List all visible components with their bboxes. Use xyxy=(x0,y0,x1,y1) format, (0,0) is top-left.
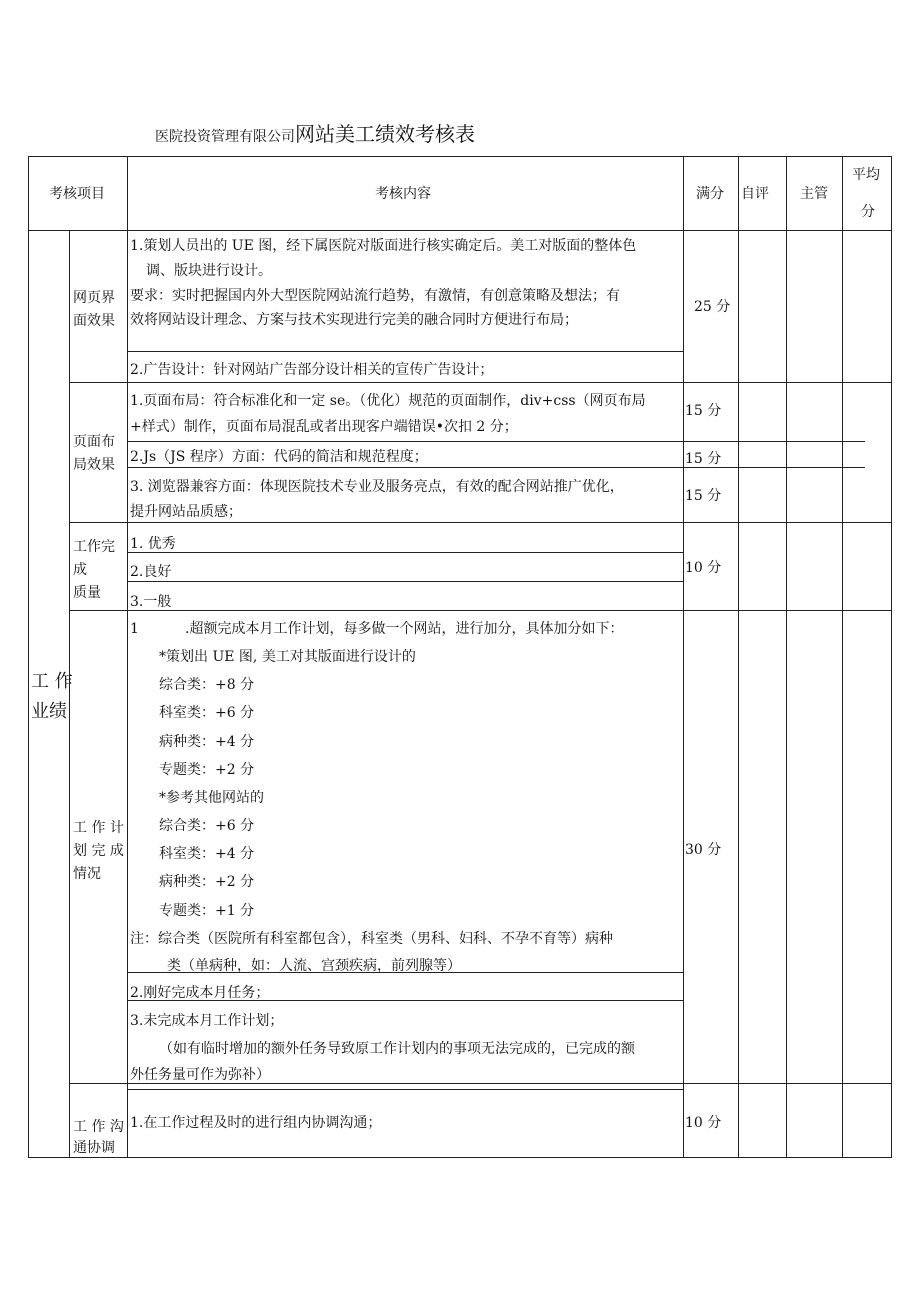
plan-item3-note: （如有临时增加的额外任务导致原工作计划内的事项无法完成的，已完成的额 xyxy=(159,1041,635,1057)
header-bottom xyxy=(28,230,892,231)
plan-item3-note-cont: 外任务量可作为弥补） xyxy=(130,1067,270,1083)
plan-ref-department: 科室类：+4 分 xyxy=(159,846,255,862)
plan-sub-ue: *策划出 UE 图, 美工对其版面进行设计的 xyxy=(159,649,416,665)
comm-score: 10 分 xyxy=(685,1115,722,1131)
company-name: 医院投资管理有限公司 xyxy=(155,129,295,145)
subrow-divider xyxy=(127,441,865,442)
section-name-quality-2: 成 xyxy=(73,562,87,578)
row-divider xyxy=(69,522,892,523)
section-name-plan-3: 情况 xyxy=(73,866,101,882)
header-item: 考核项目 xyxy=(49,186,105,202)
table-border-top xyxy=(28,156,892,157)
layout-item3-cont: 提升网站品质感； xyxy=(130,504,242,520)
plan-ue-topic: 专题类：+2 分 xyxy=(159,762,255,778)
plan-ref-disease: 病种类：+2 分 xyxy=(159,874,255,890)
row-divider xyxy=(69,382,892,383)
plan-sub-reference: *参考其他网站的 xyxy=(159,790,264,806)
col-divider-content xyxy=(127,156,128,1158)
subrow-divider xyxy=(127,351,683,352)
quality-option-excellent: 1. 优秀 xyxy=(130,536,176,552)
plan-ue-comprehensive: 综合类：+8 分 xyxy=(159,677,255,693)
ui-item1-cont: 调、版块进行设计。 xyxy=(146,263,272,279)
section-name-comm: 工 作 沟 xyxy=(73,1119,124,1135)
table-border-bottom xyxy=(28,1157,892,1158)
section-name-layout: 页面布 xyxy=(73,434,115,450)
section-name-quality-3: 质量 xyxy=(73,585,101,601)
header-self-eval: 自评 xyxy=(741,186,769,202)
category-label: 工 作 xyxy=(31,671,73,692)
row-divider xyxy=(69,610,892,611)
ui-score: 25 分 xyxy=(694,299,731,315)
section-name-layout-2: 局效果 xyxy=(73,457,115,473)
quality-score: 10 分 xyxy=(685,560,722,576)
layout-item1: 1.页面布局：符合标准化和一定 se。（优化）规范的页面制作，div+css（网页布局 xyxy=(130,393,646,409)
header-average: 平均 xyxy=(852,167,880,183)
layout-item1-cont: +样式）制作，页面布局混乱或者出现客户端错误•次扣 2 分； xyxy=(130,419,518,435)
section-name-ui-2: 面效果 xyxy=(73,313,115,329)
header-full-score: 满分 xyxy=(696,186,724,202)
col-divider-manager xyxy=(786,156,787,1158)
header-average-2: 分 xyxy=(861,204,875,220)
plan-item1-number: 1 xyxy=(130,621,139,637)
plan-item2: 2.刚好完成本月任务； xyxy=(130,985,270,1001)
col-divider-avg xyxy=(842,156,843,1158)
form-title: 网站美工绩效考核表 xyxy=(295,122,475,146)
section-name-ui: 网页界 xyxy=(73,290,115,306)
ui-requirement-cont: 效将网站设计理念、方案与技术实现进行完美的融合同时方便进行布局； xyxy=(130,312,578,328)
ui-item2: 2.广告设计：针对网站广告部分设计相关的宣传广告设计； xyxy=(130,362,494,378)
table-border-right xyxy=(891,156,892,1158)
layout-score-1: 15 分 xyxy=(685,403,722,419)
plan-ue-disease: 病种类：+4 分 xyxy=(159,734,255,750)
ui-item1: 1.策划人员出的 UE 图，经下属医院对版面进行核实确定后。美工对版面的整体色 xyxy=(130,238,637,254)
section-name-comm-2: 通协调 xyxy=(73,1140,115,1156)
subrow-divider xyxy=(127,552,683,553)
col-divider-full xyxy=(683,156,684,1158)
layout-score-2: 15 分 xyxy=(685,451,722,467)
layout-score-3: 15 分 xyxy=(685,488,722,504)
col-divider-subitem xyxy=(69,230,70,1158)
subrow-divider xyxy=(127,1089,683,1090)
plan-ue-department: 科室类：+6 分 xyxy=(159,705,255,721)
section-name-plan: 工 作 计 xyxy=(73,820,124,836)
plan-note-cont: 类（单病种，如：人流、宫颈疾病，前列腺等） xyxy=(167,958,461,974)
quality-option-average: 3.一般 xyxy=(130,594,172,610)
plan-item1: .超额完成本月工作计划，每多做一个网站，进行加分，具体加分如下： xyxy=(185,621,624,637)
layout-item2: 2.Js（JS 程序）方面：代码的简洁和规范程度； xyxy=(130,449,428,465)
section-name-quality: 工作完 xyxy=(73,539,115,555)
plan-item3: 3.未完成本月工作计划； xyxy=(130,1013,284,1029)
plan-ref-topic: 专题类：+1 分 xyxy=(159,903,255,919)
header-content: 考核内容 xyxy=(375,186,431,202)
quality-option-good: 2.良好 xyxy=(130,564,172,580)
ui-requirement: 要求：实时把握国内外大型医院网站流行趋势，有激情，有创意策略及想法；有 xyxy=(130,288,620,304)
header-manager: 主管 xyxy=(800,186,828,202)
category-label-2: 业绩 xyxy=(31,701,67,722)
table-border-left xyxy=(28,156,29,1158)
layout-item3: 3. 浏览器兼容方面：体现医院技术专业及服务亮点，有效的配合网站推广优化， xyxy=(130,479,624,495)
plan-note: 注：综合类（医院所有科室都包含），科室类（男科、妇科、不孕不育等）病种 xyxy=(130,931,613,947)
subrow-divider xyxy=(127,467,865,468)
plan-ref-comprehensive: 综合类：+6 分 xyxy=(159,818,255,834)
subrow-divider xyxy=(127,581,683,582)
comm-item1: 1.在工作过程及时的进行组内协调沟通； xyxy=(130,1115,382,1131)
plan-score: 30 分 xyxy=(685,842,722,858)
section-name-plan-2: 划 完 成 xyxy=(73,843,124,859)
col-divider-self xyxy=(738,156,739,1158)
